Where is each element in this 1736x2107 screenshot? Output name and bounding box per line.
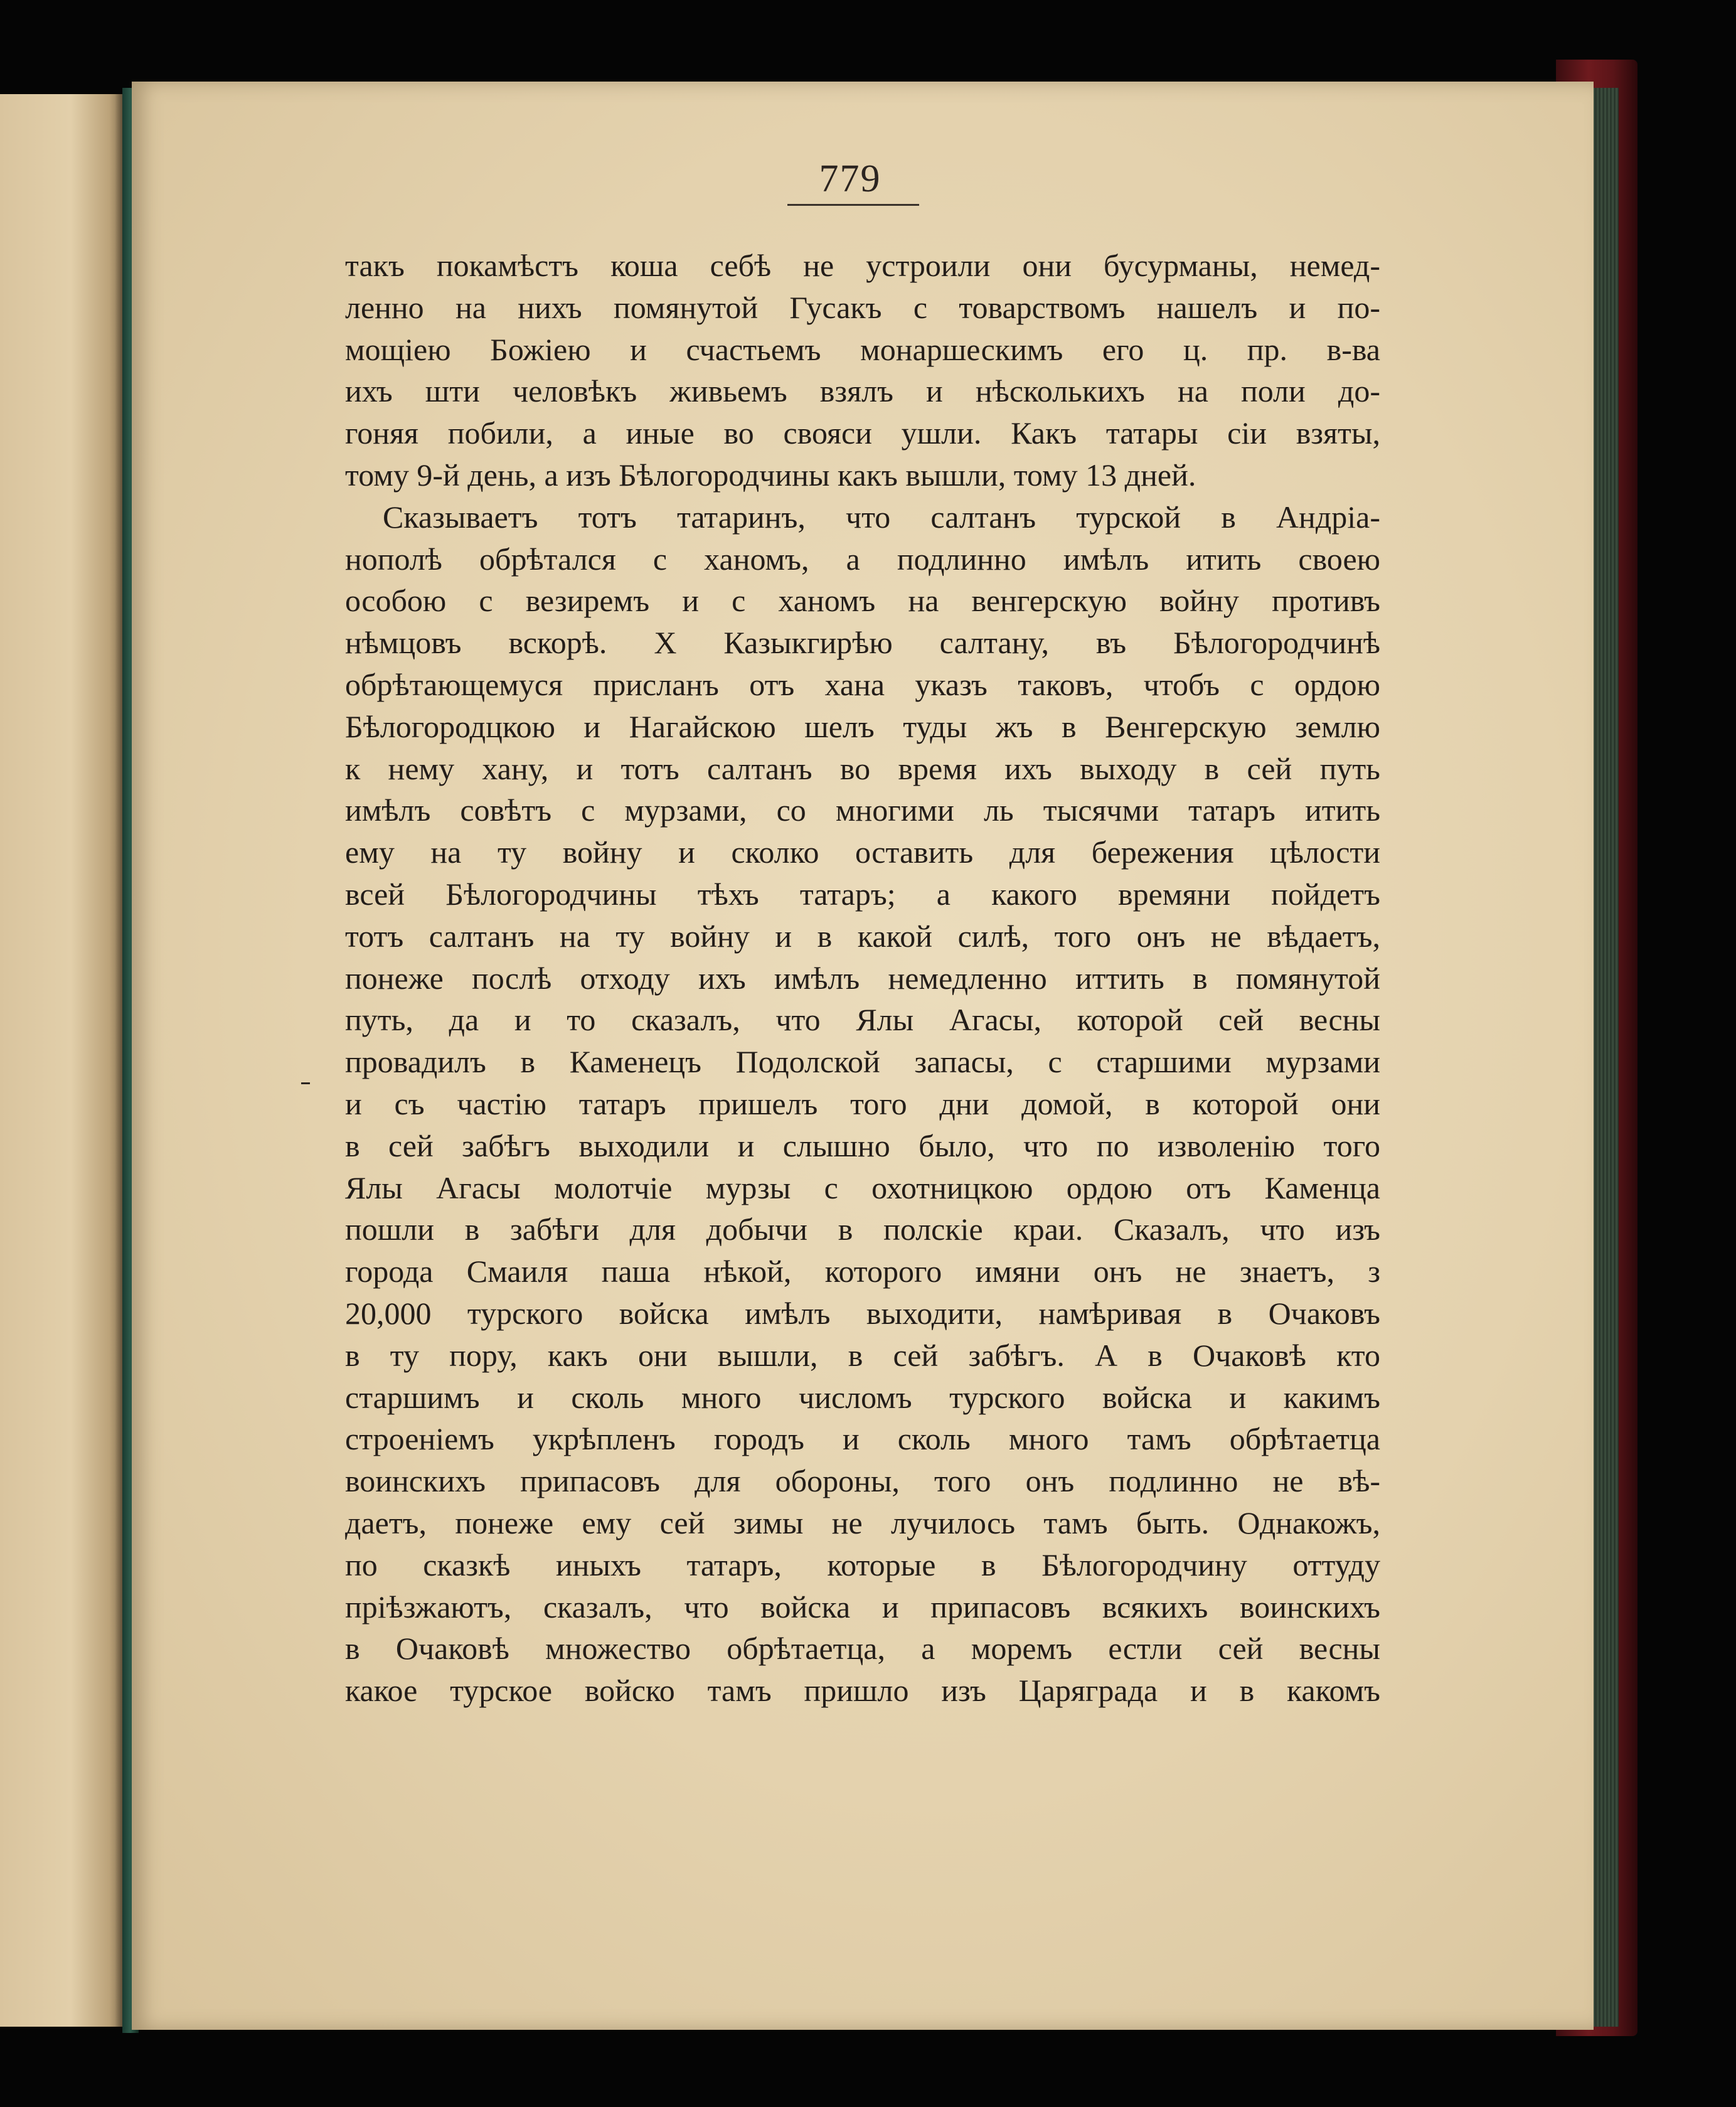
text-line: и съ частiю татаръ пришелъ того дни домой, в которой они [345, 1086, 1380, 1121]
text-line: нополѣ обрѣтался с ханомъ, а подлинно имѣлъ итить своею [345, 541, 1380, 577]
text-line: провадилъ в Каменецъ Подолской запасы, с старшими мурзами [345, 1044, 1380, 1080]
text-line: нѣмцовъ вскорѣ. Х Казыкгирѣю салтану, въ Бѣлогородчинѣ [345, 625, 1380, 661]
text-line: мощiею Божiею и счастьемъ монаршескимъ его ц. пр. в-ва [345, 331, 1380, 367]
text-line: города Смаиля паша нѣкой, которого имяни онъ не знаетъ, з [345, 1254, 1380, 1289]
text-line: путь, да и то сказалъ, что Ялы Агасы, которой сей весны [345, 1002, 1380, 1038]
text-line: даетъ, понеже ему сей зимы не лучилось тамъ быть. Однакожъ, [345, 1505, 1380, 1540]
text-line: имѣлъ совѣтъ с мурзами, со многими ль тысячми татаръ итить [345, 792, 1380, 828]
text-line: ему на ту войну и сколко оставить для бережения цѣлости [345, 835, 1380, 870]
text-line: какое турское войско тамъ пришло изъ Царяграда и в какомъ [345, 1673, 1380, 1709]
text-line: ленно на нихъ помянутой Гусакъ с товарствомъ нашелъ и по- [345, 289, 1380, 325]
page-number: 779 [819, 157, 881, 200]
text-line: такъ покамѣстъ коша себѣ не устроили они бусурманы, немед- [345, 248, 1380, 283]
text-line: старшимъ и сколь много числомъ турского войска и какимъ [345, 1379, 1380, 1415]
text-line: в сей забѣгъ выходили и слышно было, что по изволенiю того [345, 1128, 1380, 1163]
text-line: к нему хану, и тотъ салтанъ во время ихъ выходу в сей путь [345, 750, 1380, 786]
text-line: Сказываетъ тотъ татаринъ, что салтанъ турской в Андрiа- [383, 499, 1380, 535]
text-line: понеже послѣ отходу ихъ имѣлъ немедленно иттить в помянутой [345, 960, 1380, 996]
text-line: пошли в забѣги для добычи в полскiе краи. Сказалъ, что изъ [345, 1212, 1380, 1247]
text-line: особою с везиремъ и с ханомъ на венгерскую войну противъ [345, 583, 1380, 619]
text-line: по сказкѣ иныхъ татаръ, которые в Бѣлогородчину оттуду [345, 1547, 1380, 1582]
text-line: обрѣтающемуся присланъ отъ хана указъ таковъ, чтобъ с ордою [345, 666, 1380, 702]
text-line: всей Бѣлогородчины тѣхъ татаръ; а какого времяни пойдетъ [345, 876, 1380, 912]
text-line: воинскихъ припасовъ для обороны, того онъ подлинно не вѣ- [345, 1463, 1380, 1499]
text-line: 20,000 турского войска имѣлъ выходити, намѣривая в Очаковъ [345, 1295, 1380, 1331]
text-line: в Очаковѣ множество обрѣтаетца, а моремъ естли сей весны [345, 1631, 1380, 1667]
text-line: прiѣзжаютъ, сказалъ, что войска и припасовъ всякихъ воинскихъ [345, 1589, 1380, 1624]
page-number-container [784, 157, 916, 201]
page-text [345, 245, 1380, 1712]
text-line: тому 9-й день, а изъ Бѣлогородчины какъ вышли, тому 13 дней. [345, 457, 1196, 493]
left-page [0, 94, 129, 2027]
page-number-rule [787, 204, 919, 206]
text-line: строенiемъ укрѣпленъ городъ и сколь много тамъ обрѣтаетца [345, 1421, 1380, 1457]
text-line: гоняя побили, а иные во свояси ушли. Какъ татары сiи взяты, [345, 415, 1380, 451]
text-line: в ту пору, какъ они вышли, в сей забѣгъ. А в Очаковѣ кто [345, 1337, 1380, 1373]
text-line: Ялы Агасы молотчiе мурзы с охотницкою ордою отъ Каменца [345, 1170, 1380, 1205]
text-line: тотъ салтанъ на ту войну и в какой силѣ, того онъ не вѣдаетъ, [345, 918, 1380, 954]
text-line: Бѣлогородцкою и Нагайскою шелъ туды жъ в Венгерскую землю [345, 708, 1380, 744]
text-line: ихъ шти человѣкъ живьемъ взялъ и нѣсколькихъ на поли до- [345, 373, 1380, 409]
margin-mark [301, 1082, 310, 1084]
